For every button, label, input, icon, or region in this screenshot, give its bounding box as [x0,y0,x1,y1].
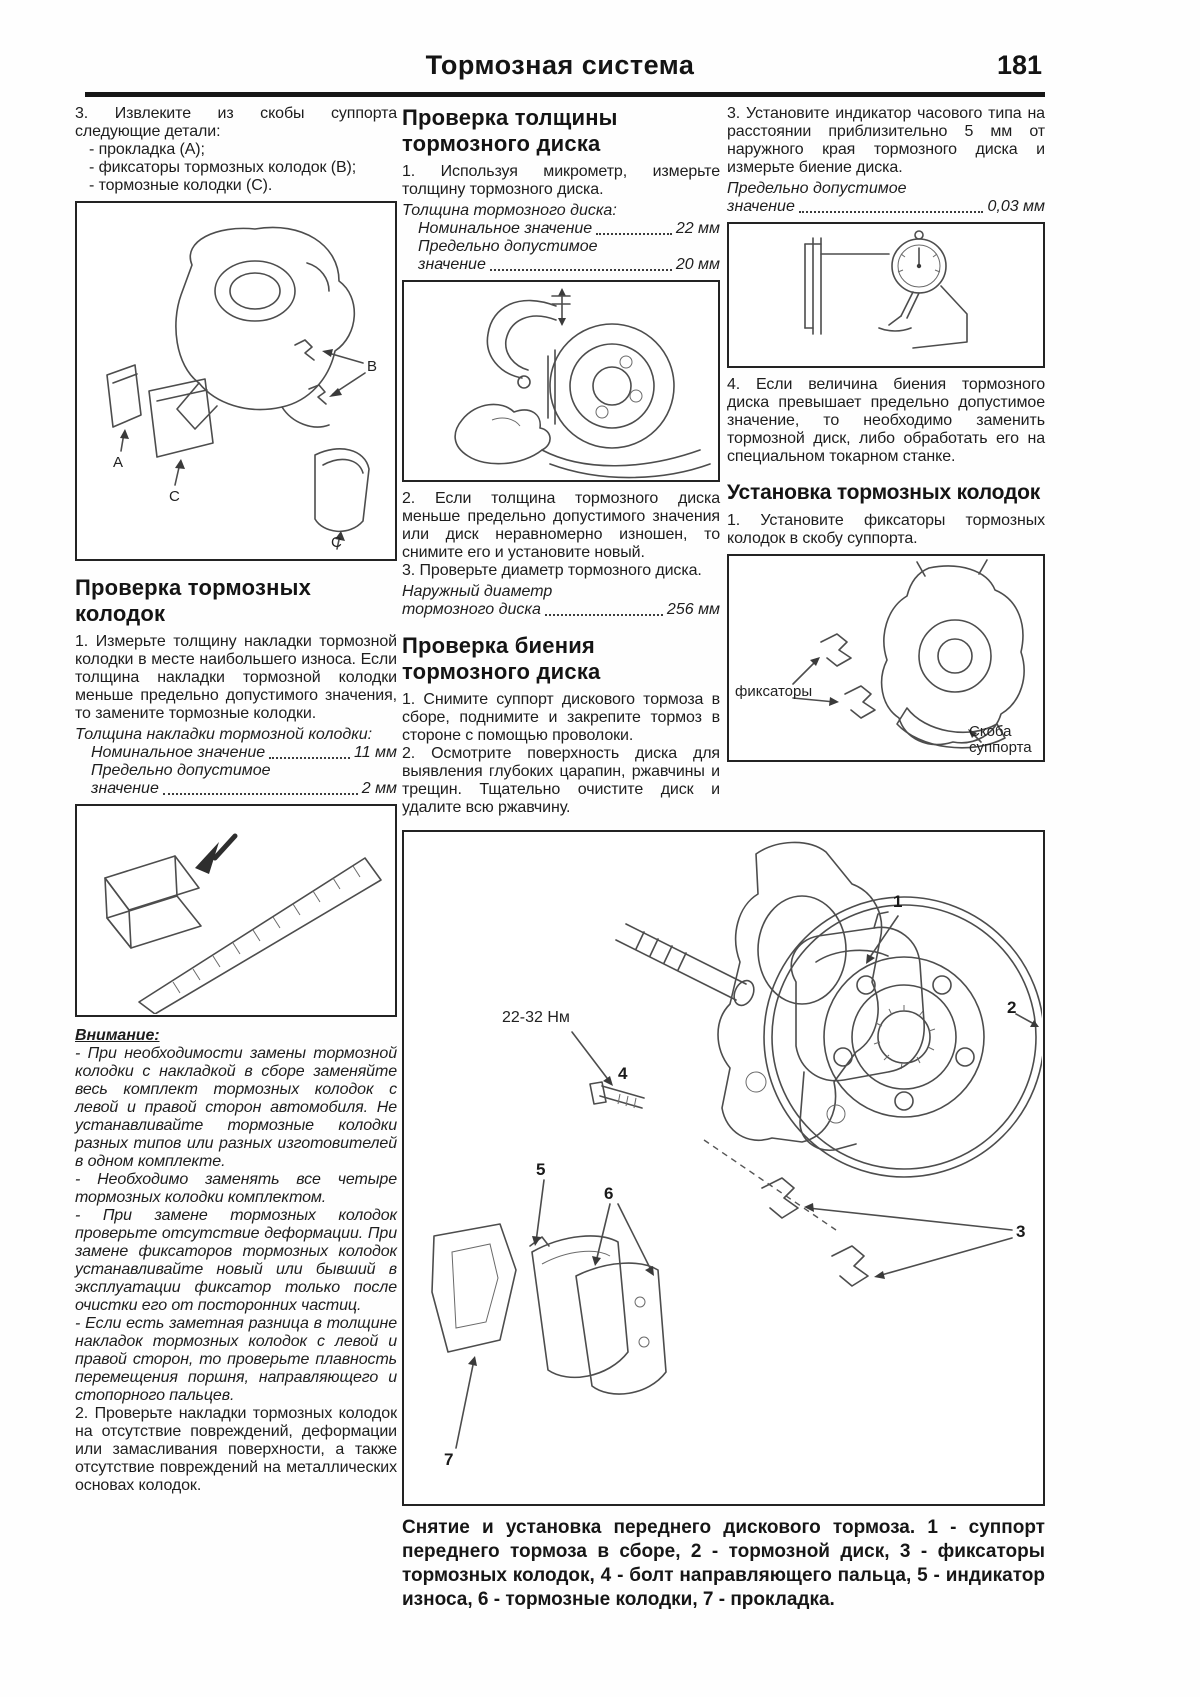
spec-value: 0,03 мм [987,198,1045,215]
spec-label: Номинальное значение [418,220,593,237]
figure-caliper-exploded [75,201,397,561]
attention-item: - При замене тормозных колодок проверьте отсутствие деформации. При замене фиксаторов тормозных колодок устанавливайте новый или бывший в эксплуатации фиксатор только после очистки его от посторонних частиц. [75,1207,397,1314]
spec-value: 22 мм [675,220,720,237]
figure-label-clips: фиксаторы [735,683,813,700]
step-remove-parts: 3. Извлеките из скобы суппорта следующие детали: [75,105,397,140]
heading-pads-install: Установка тормозных колодок [727,481,1041,504]
figure-micrometer [402,280,720,482]
runout-step3: 3. Установите индикатор часового типа на расстоянии приблизительно 5 мм от наружного края тормозного диска и измерьте биение диска. [727,105,1045,176]
thickness-step2: 2. Если толщина тормозного диска меньше предельно допустимого значения или диск неравномерно изношен, то снимите его и установите новый. [402,490,720,561]
attention-item: - При необходимости замены тормозной колодки с накладкой в сборе заменяйте весь комплект тормозных колодок с левой и правой сторон автомобиля. Не устанавливайте тормозные колодки разных типов или разных изготовителей в одном комплекте. [75,1045,397,1170]
callout-5: 5 [536,1160,546,1179]
dotted-leader [799,211,984,213]
callout-7: 7 [444,1450,454,1469]
thickness-step1: 1. Используя микрометр, измерьте толщину тормозного диска. [402,163,720,198]
attention-block [75,1027,397,1405]
dotted-leader [163,793,358,795]
column-left [75,105,397,1495]
callout-6: 6 [604,1184,614,1203]
micrometer-drawing [404,282,717,479]
figure-pad-measure [75,804,397,1017]
heading-disc-runout: Проверка биения тормозного диска [402,633,601,684]
spec-value: 2 мм [361,780,397,797]
spec-label: Предельно допустимое [727,180,907,197]
runout-step4: 4. Если величина биения тормозного диска превышает предельно допустимое значение, то необходимо заменить тормозной диск, либо обработать его на специальном токарном станке. [727,376,1045,465]
attention-title: Внимание: [75,1027,160,1044]
attention-item: - Если есть заметная разница в толщине накладок тормозных колодок с левой и правой сторон, то проверьте плавность перемещения поршня, направляющего и стопорного пальцев. [75,1315,397,1404]
spec-title: Толщина накладки тормозной колодки: [75,726,373,743]
attention-item: - Необходимо заменять все четыре тормозных колодки комплектом. [75,1171,397,1206]
heading-pads-check: Проверка тормозных колодок [75,575,312,626]
heading-disc-thickness: Проверка толщины тормозного диска [402,105,618,156]
runout-step2: 2. Осмотрите поверхность диска для выявления глубоких царапин, ржавчины и трещин. Тщательно очистите диск и удалите всю ржавчину. [402,745,720,816]
figure-label-a: А [113,454,124,471]
thickness-step3: 3. Проверьте диаметр тормозного диска. [402,562,702,579]
spec-label: Предельно допустимое [418,238,598,255]
spec-label: значение [727,198,795,215]
spec-label: значение [418,256,486,273]
figure-label-bracket: Скоба суппорта [969,723,1032,756]
pads-thickness-spec [75,726,397,798]
dotted-leader [269,757,350,759]
spec-value: 20 мм [675,256,720,273]
front-brake-exploded-drawing [404,832,1042,1503]
spec-label: Предельно допустимое [91,762,271,779]
pad-measure-drawing [77,806,394,1014]
page-title: Тормозная система [425,50,695,80]
figure-label-b: В [367,358,378,375]
torque-label: 22-32 Нм [502,1009,570,1026]
dotted-leader [596,233,672,235]
figure-label-c2: С [331,534,342,551]
list-item-clips: - фиксаторы тормозных колодок (В); [89,159,357,176]
install-step1: 1. Установите фиксаторы тормозных колодок в скобу суппорта. [727,512,1045,547]
spec-value: 256 мм [666,601,720,618]
dial-indicator-drawing [729,224,1042,365]
dotted-leader [490,269,672,271]
spec-value: 11 мм [354,744,397,761]
spec-label: тормозного диска [402,601,541,618]
callout-1: 1 [893,892,903,911]
column-middle [402,105,720,817]
figure-clip-install [727,554,1045,762]
runout-limit-spec [727,180,1045,216]
caliper-exploded-drawing [77,203,394,558]
disc-diameter-spec [402,583,720,619]
callout-3: 3 [1016,1222,1026,1241]
disc-thickness-spec [402,202,720,274]
spec-label: Номинальное значение [91,744,266,761]
callout-4: 4 [618,1064,628,1083]
pads-step2: 2. Проверьте накладки тормозных колодок на отсутствие повреждений, деформации или замасливания поверхности, а также отсутствие повреждений на металлических основах колодок. [75,1405,397,1494]
list-item-pads: - тормозные колодки (С). [89,177,273,194]
spec-label: Наружный диаметр [402,583,553,600]
page-number: 181 [996,50,1042,80]
figure-label-c1: С [169,488,180,505]
header-rule [85,92,1045,97]
runout-step1: 1. Снимите суппорт дискового тормоза в сборе, поднимите и закрепите тормоз в стороне с помощью проволоки. [402,691,720,744]
figure-front-brake-exploded [402,830,1045,1506]
main-figure-caption: Снятие и установка переднего дискового тормоза. 1 - суппорт переднего тормоза в сборе, 2 - тормозной диск, 3 - фиксаторы тормозных колодок, 4 - болт направляющего пальца, 5 - индикатор износа, 6 - тормозные колодки, 7 - прокладка. [402,1517,1045,1610]
dotted-leader [545,614,663,616]
figure-dial-indicator [727,222,1045,368]
spec-label: значение [91,780,159,797]
pads-step1: 1. Измерьте толщину накладки тормозной колодки в месте наибольшего износа. Если толщина накладки тормозной колодки меньше предельно допустимого значения, то замените тормозные колодки. [75,633,397,722]
column-right [727,105,1045,770]
list-item-gasket: - прокладка (А); [89,141,205,158]
callout-2: 2 [1007,998,1017,1017]
spec-title: Толщина тормозного диска: [402,202,617,219]
